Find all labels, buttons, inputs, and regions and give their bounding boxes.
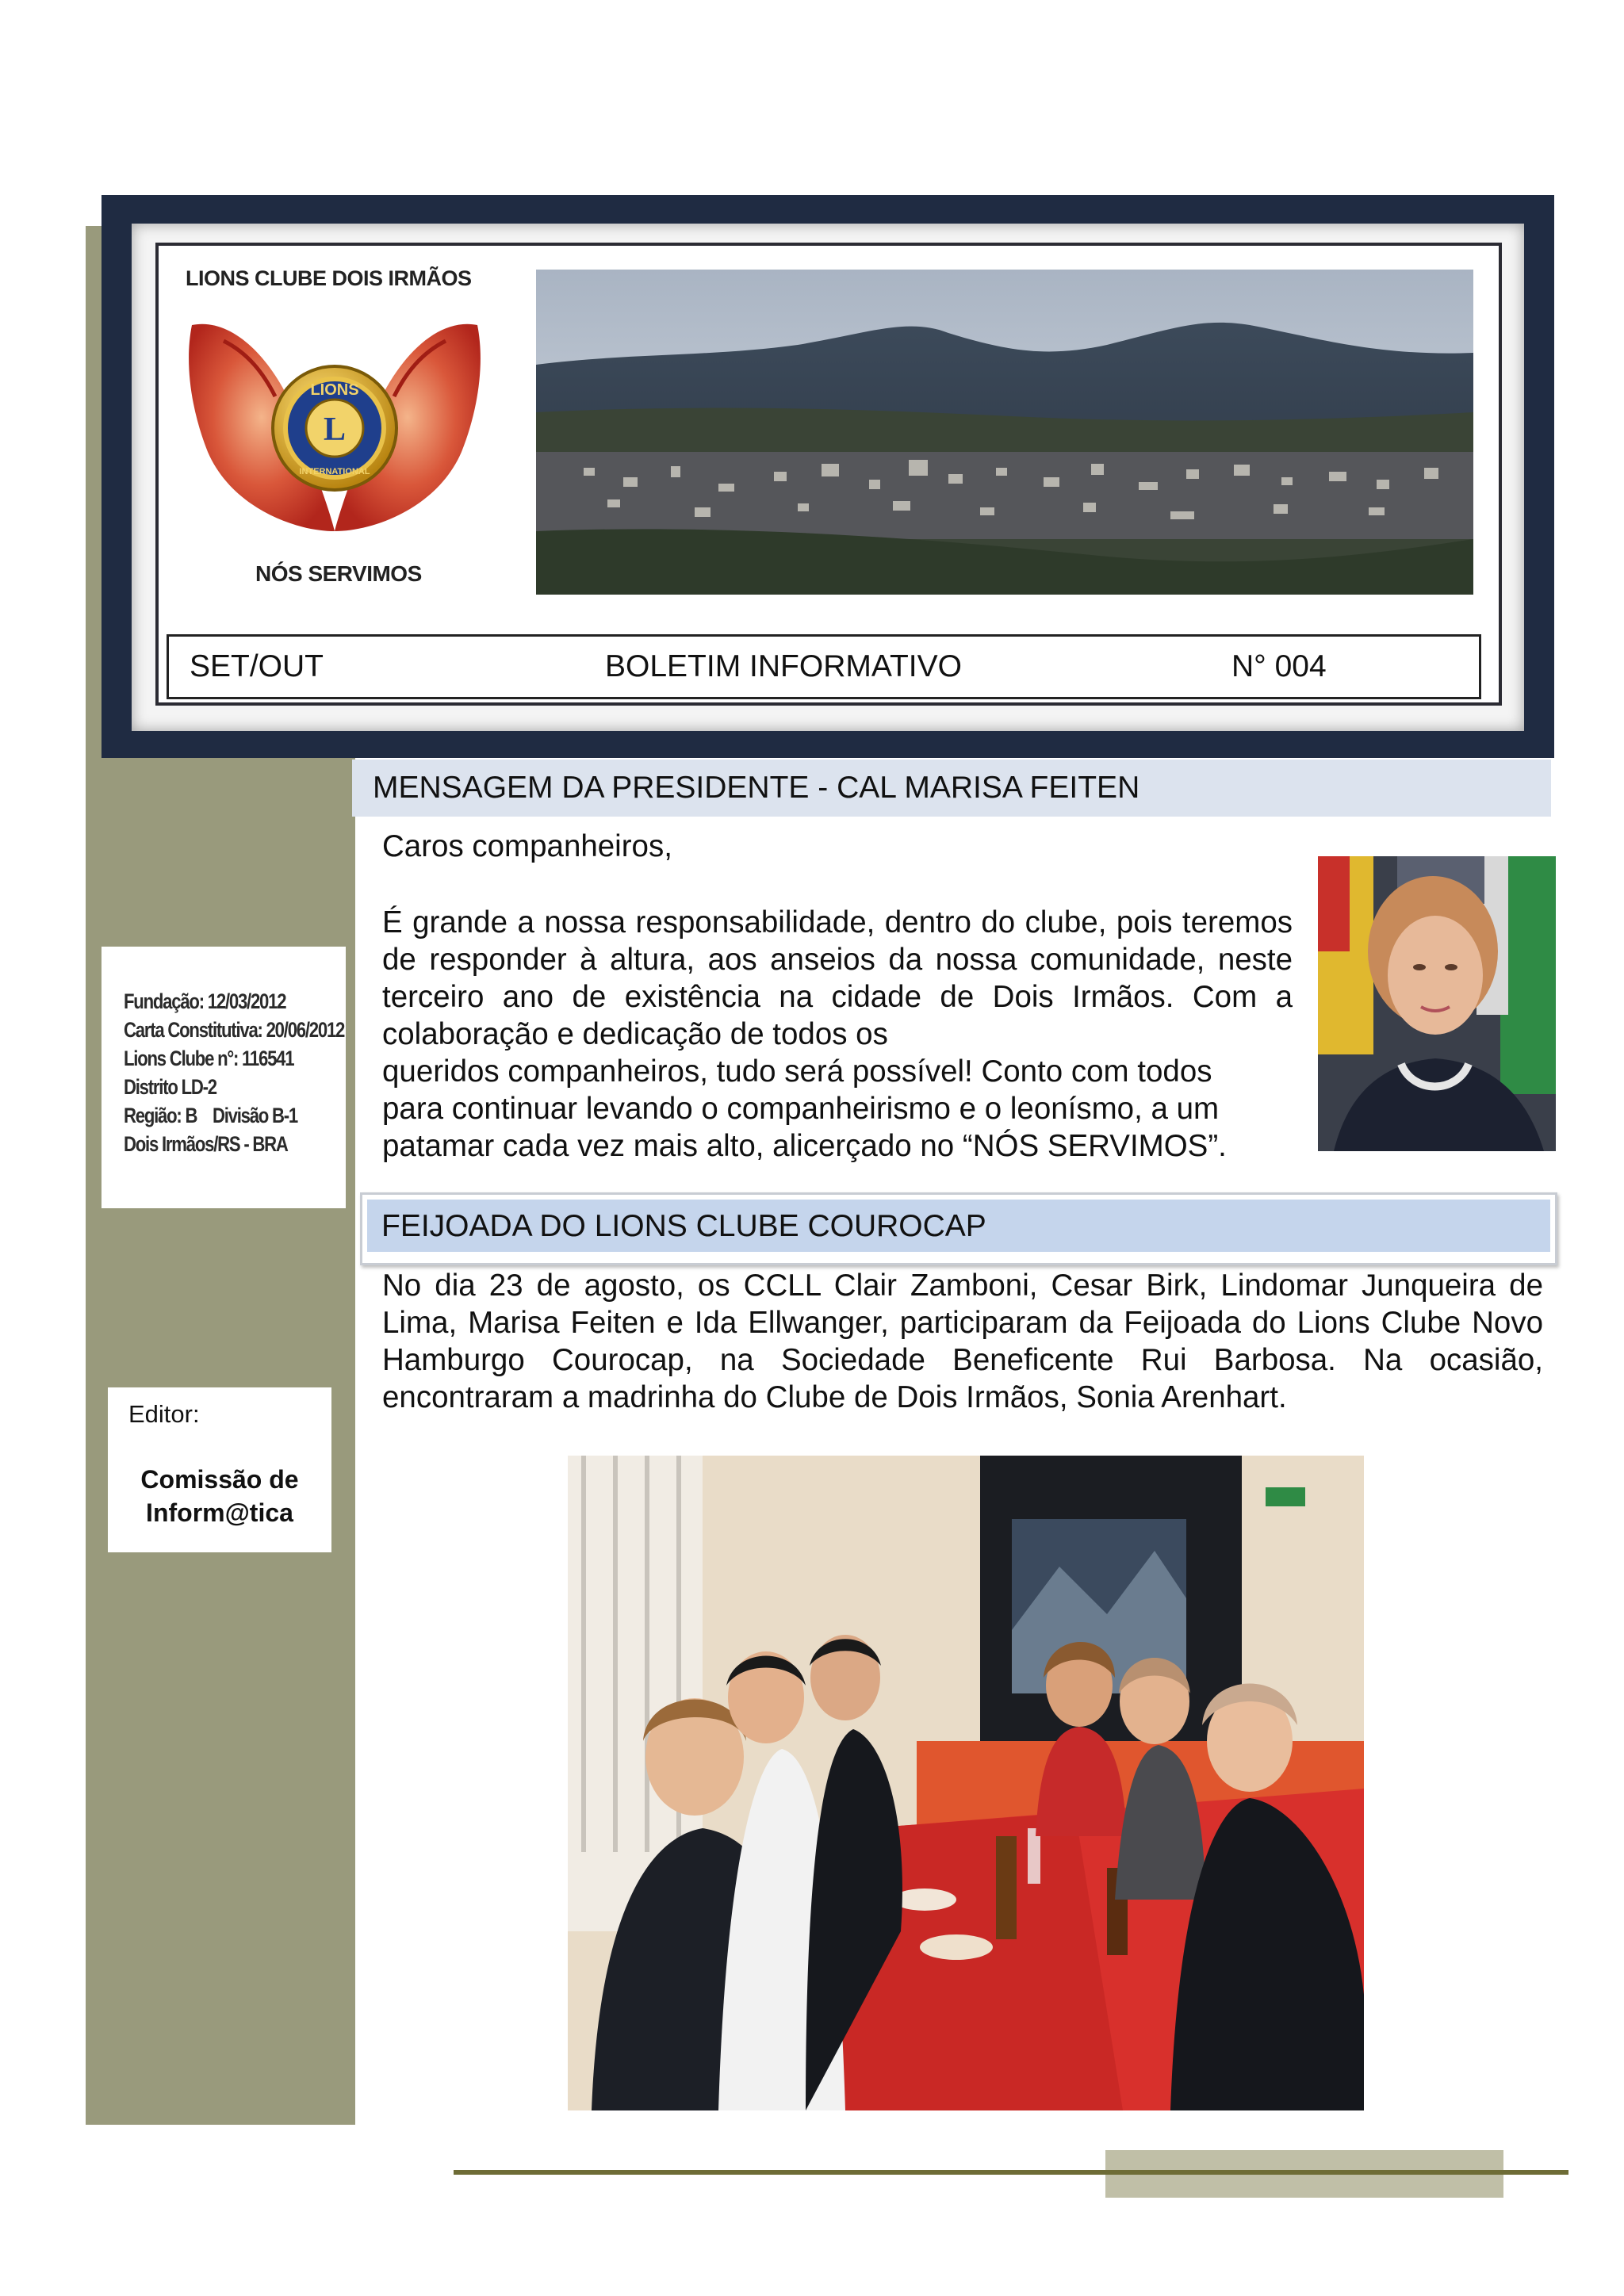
message-section-title: MENSAGEM DA PRESIDENTE - CAL MARISA FEITEN xyxy=(352,760,1551,817)
message-paragraph: É grande a nossa responsabilidade, dentro do clube, pois teremos de responder à altura, aos anseios da nossa comunidade, neste terceiro ano de existência na cidade de Dois Irmãos. Com a colaboração e dedicação de todos os xyxy=(382,905,1293,1051)
president-portrait-photo xyxy=(1318,856,1556,1151)
editor-card xyxy=(108,1387,331,1552)
feijoada-section-title-text: FEIJOADA DO LIONS CLUBE COUROCAP xyxy=(367,1200,1550,1252)
message-greeting: Caros companheiros, xyxy=(382,829,672,863)
message-line: queridos companheiros, tudo será possível! Conto com todos xyxy=(382,1054,1212,1089)
feijoada-section-title xyxy=(360,1192,1557,1265)
newsletter-header-bar xyxy=(167,634,1481,699)
newsletter-title: BOLETIM INFORMATIVO xyxy=(605,649,962,683)
emblem-letter: L xyxy=(323,411,347,448)
logo-club-name: LIONS CLUBE DOIS IRMÃOS xyxy=(186,266,472,290)
club-info-card xyxy=(102,947,346,1208)
editor-name-line: Inform@tica xyxy=(146,1498,293,1527)
editor-label: Editor: xyxy=(128,1400,200,1428)
info-location: Dois Irmãos/RS - BRA xyxy=(124,1132,288,1156)
info-foundation: Fundação: 12/03/2012 xyxy=(124,989,286,1013)
issue-number: N° 004 xyxy=(1231,649,1327,683)
club-logo xyxy=(176,262,477,595)
editor-name-line: Comissão de xyxy=(140,1465,299,1494)
info-club-number: Lions Clube n°: 116541 xyxy=(124,1047,294,1070)
info-region: Região: B Divisão B-1 xyxy=(124,1104,298,1127)
emblem-bottom-text: INTERNATIONAL xyxy=(299,467,370,476)
message-line: para continuar levando o companheirismo e o leonísmo, a um xyxy=(382,1092,1220,1126)
issue-period: SET/OUT xyxy=(190,649,324,683)
hands-emblem-icon xyxy=(176,293,493,555)
info-district: Distrito LD-2 xyxy=(124,1075,216,1099)
message-paragraph-continued xyxy=(382,1053,1293,1165)
info-charter: Carta Constitutiva: 20/06/2012 xyxy=(124,1018,345,1042)
city-panorama-image xyxy=(536,270,1473,595)
feijoada-group-photo xyxy=(568,1456,1364,2110)
emblem-top-text: LIONS xyxy=(310,381,359,399)
logo-motto: NÓS SERVIMOS xyxy=(255,561,422,586)
message-line: patamar cada vez mais alto, alicerçado no “NÓS SERVIMOS”. xyxy=(382,1129,1227,1163)
footer-rule xyxy=(454,2170,1568,2175)
feijoada-paragraph: No dia 23 de agosto, os CCLL Clair Zamboni, Cesar Birk, Lindomar Junqueira de Lima, Marisa Feiten e Ida Ellwanger, participaram da Feijoada do Lions Clube Novo Hamburgo Courocap, na Sociedade Beneficente Rui Barbosa. Na ocasião, encontraram a madrinha do Clube de Dois Irmãos, Sonia Arenhart. xyxy=(382,1269,1543,1414)
